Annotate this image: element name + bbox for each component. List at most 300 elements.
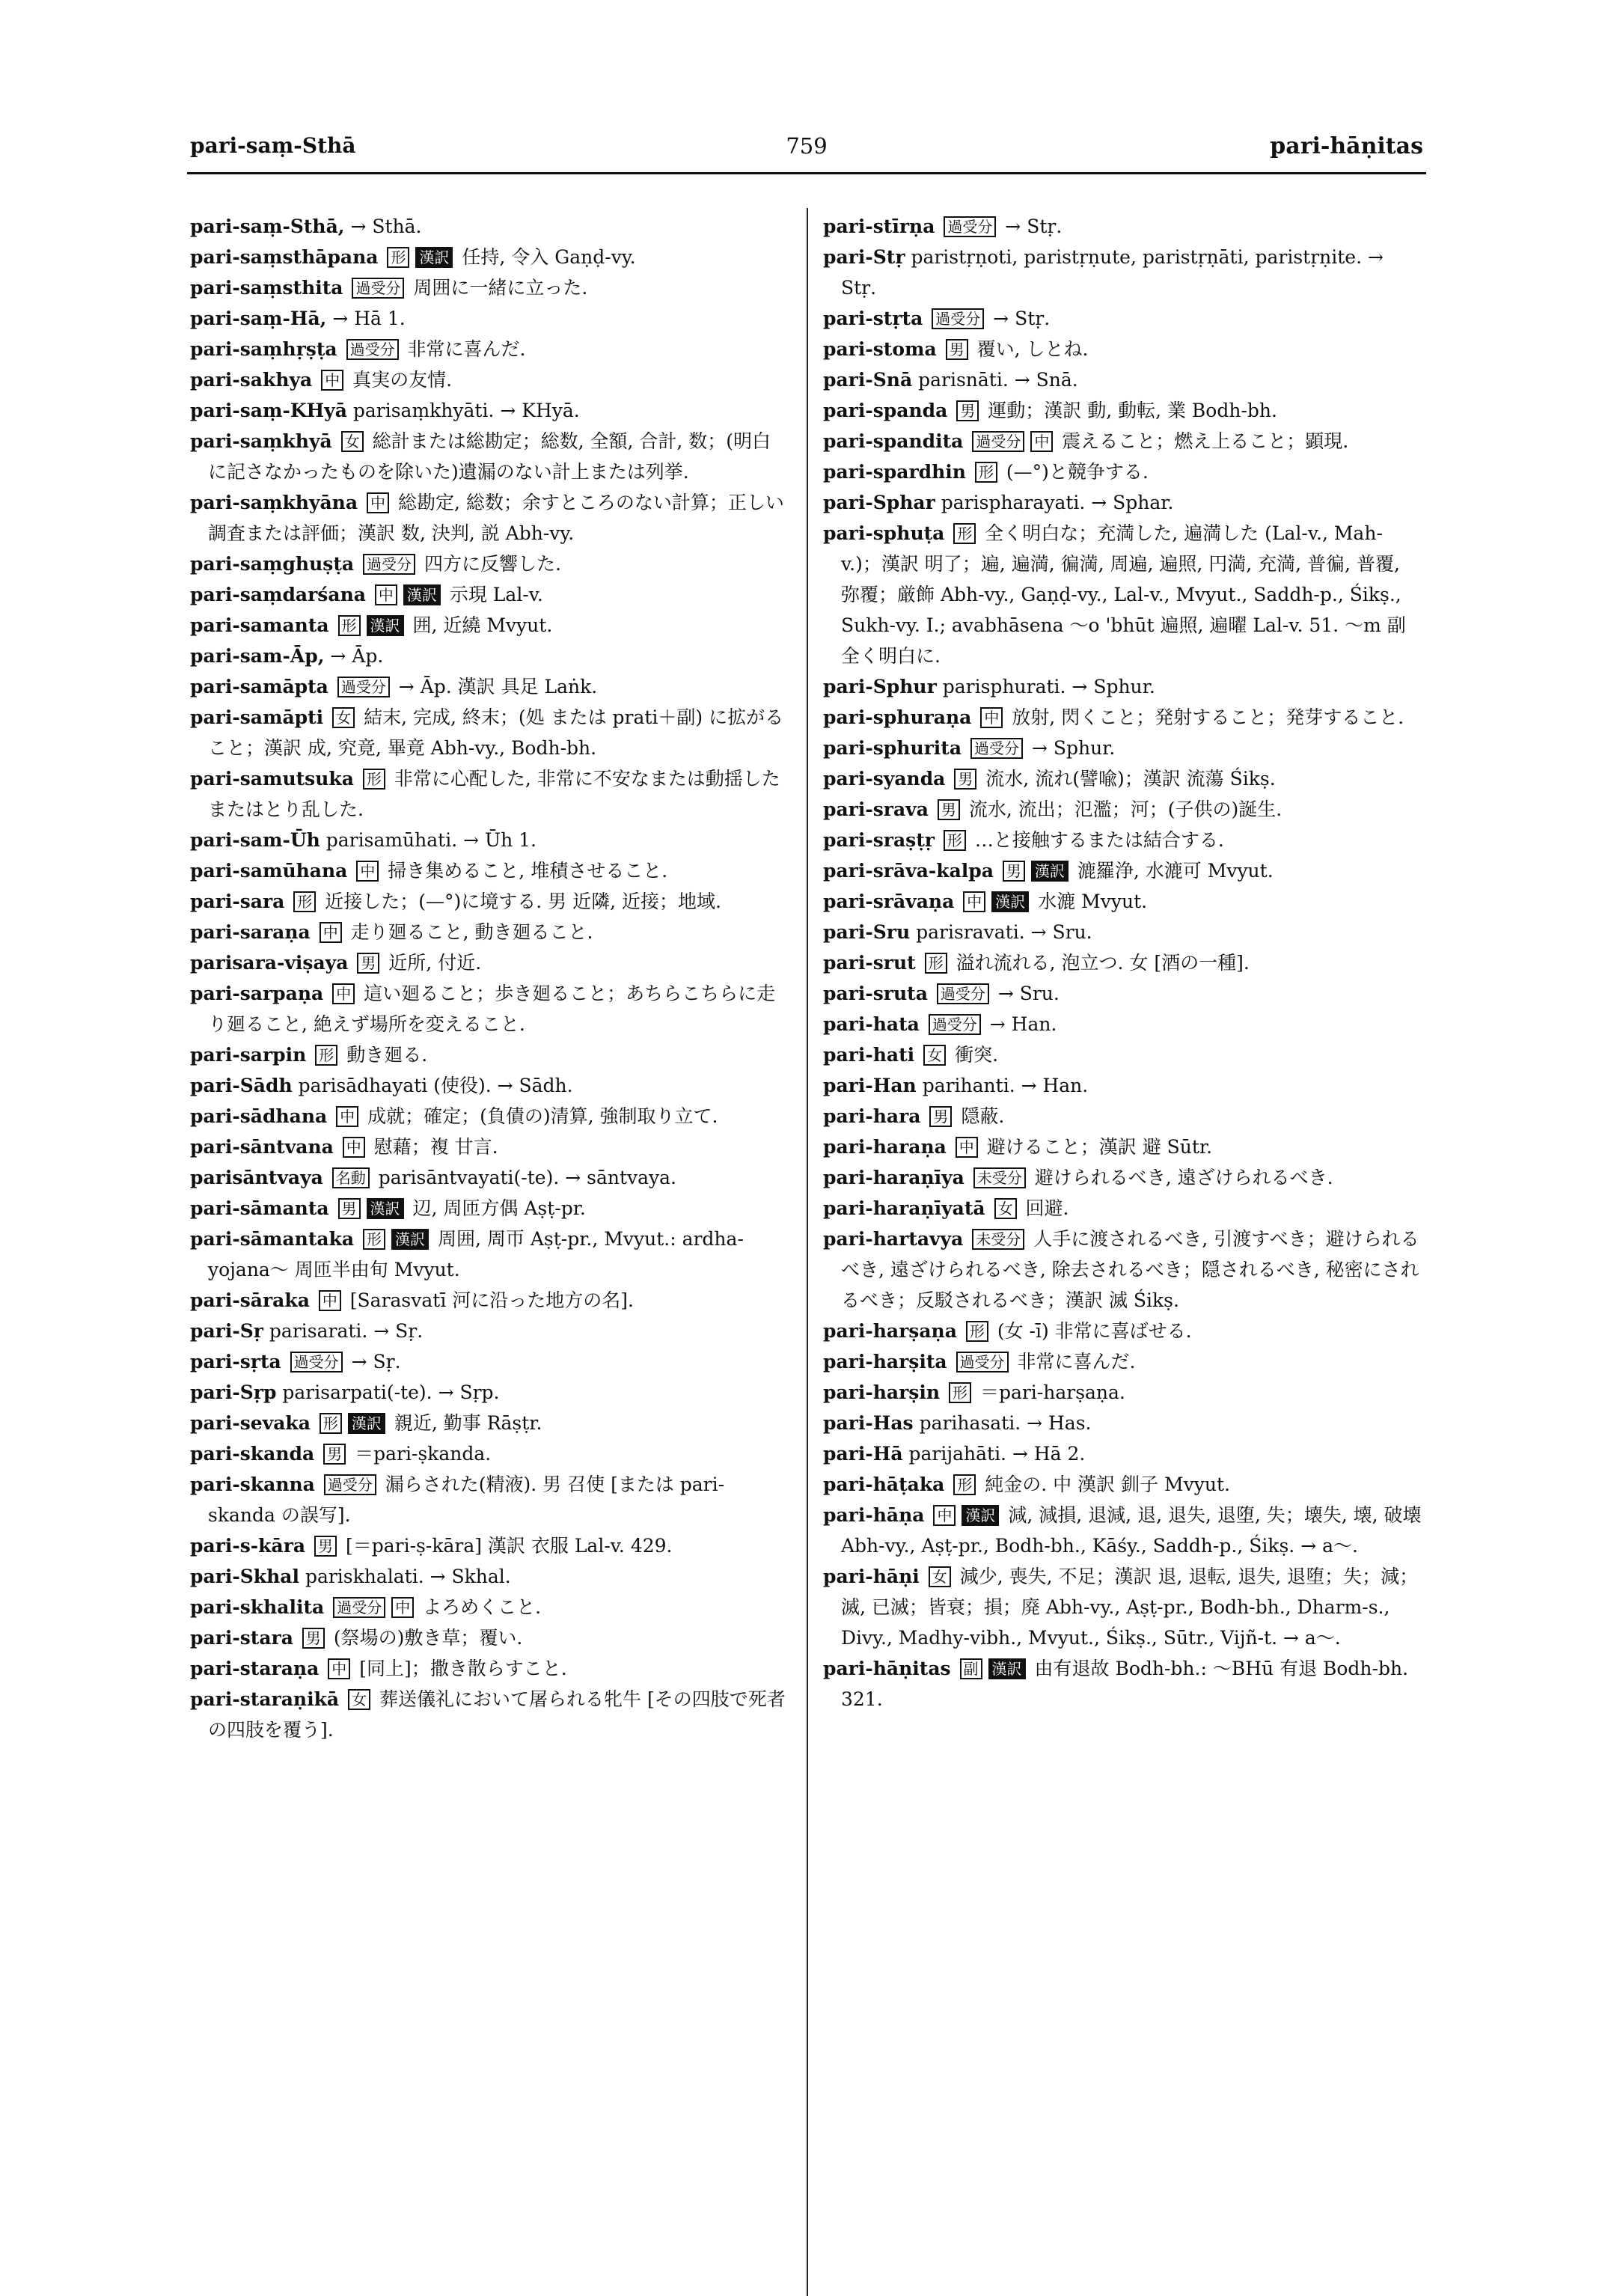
entry-definition: [＝pari-ṣ-kāra] 漢訳 衣服 Lal-v. 429. — [345, 1535, 673, 1557]
grammar-tag: 漢訳 — [1031, 861, 1069, 882]
dictionary-entry — [190, 763, 789, 825]
entry-headword: pari-Sṛp — [190, 1381, 277, 1403]
entry-headword: pari-hāṇitas — [823, 1658, 951, 1679]
entry-headword: pari-skhalita — [190, 1596, 325, 1618]
dictionary-entry — [823, 917, 1422, 947]
entry-definition: → Sthā. — [350, 216, 422, 237]
entry-headword: pari-stīrṇa — [823, 216, 935, 237]
dictionary-entry — [190, 671, 789, 702]
grammar-tag: 中 — [343, 1137, 365, 1158]
dictionary-entry — [823, 1009, 1422, 1039]
entry-definition: 周囲, 周帀 Aṣṭ-pr., Mvyut.: ardha-yojana～ 周匝半由旬 Mvyut. — [208, 1228, 744, 1280]
entry-headword: pari-saṃhṛṣṭa — [190, 338, 337, 360]
dictionary-entry — [190, 1224, 789, 1285]
entry-definition: 近接した；(—°)に境する. 男 近隣, 近接；地域. — [325, 891, 721, 912]
grammar-tag: 中 — [328, 1658, 350, 1679]
entry-headword: pari-spanda — [823, 400, 948, 421]
page-header — [190, 133, 1423, 171]
entry-headword: pari-sādhana — [190, 1105, 328, 1127]
entry-definition: parisaṃkhyāti. → KHyā. — [352, 400, 580, 421]
entry-headword: pari-haraṇīyatā — [823, 1197, 985, 1219]
dictionary-entry — [823, 426, 1422, 457]
dictionary-entry — [190, 426, 789, 487]
entry-definition: よろめくこと. — [423, 1596, 542, 1618]
grammar-tag: 過受分 — [352, 278, 404, 299]
entry-definition: → Han. — [989, 1013, 1057, 1035]
entry-headword: pari-Han — [823, 1075, 917, 1096]
entry-headword: pari-Stṛ — [823, 246, 905, 268]
entry-definition: → Stṛ. — [1005, 216, 1063, 237]
grammar-tag: 形 — [315, 1045, 337, 1066]
entry-headword: pari-harṣin — [823, 1381, 941, 1403]
dictionary-entry — [190, 1469, 789, 1530]
grammar-tag: 形 — [387, 247, 409, 268]
entry-definition: → Sru. — [997, 983, 1060, 1004]
grammar-tag: 過受分 — [324, 1474, 376, 1495]
entry-definition: 漏らされた(精液). 男 召使 [または pari-skanda の誤写]. — [208, 1474, 725, 1526]
dictionary-entry — [190, 242, 789, 272]
entry-headword: pari-Sphur — [823, 676, 937, 697]
dictionary-entry — [823, 1162, 1422, 1193]
grammar-tag: 過受分 — [932, 308, 984, 329]
grammar-tag: 過受分 — [290, 1352, 343, 1373]
dictionary-entry — [823, 671, 1422, 702]
entry-definition: 総計または総勘定；総数, 全額, 合計, 数；(明白に記さなかったものを除いた)遺漏のない計上または列挙. — [208, 430, 771, 483]
entry-definition: 震えること；燃え上ること；顕現. — [1062, 430, 1349, 452]
entry-headword: pari-Has — [823, 1412, 914, 1434]
entry-headword: pari-samutsuka — [190, 768, 354, 790]
grammar-tag: 漢訳 — [988, 1658, 1026, 1679]
entry-definition: 辺, 周匝方偶 Aṣṭ-pr. — [412, 1197, 586, 1219]
entry-headword: pari-sruta — [823, 983, 928, 1004]
grammar-tag: 過受分 — [929, 1014, 981, 1035]
dictionary-entry — [823, 1070, 1422, 1101]
grammar-tag: 男 — [946, 339, 968, 360]
entry-definition: 近所, 付近. — [388, 952, 482, 974]
grammar-tag: 過受分 — [333, 1597, 385, 1618]
dictionary-entry — [823, 487, 1422, 518]
page-number: 759 — [786, 133, 828, 159]
entry-definition: 這い廻ること；歩き廻ること；あちらこちらに走り廻ること, 絶えず場所を変えること. — [208, 983, 776, 1035]
grammar-tag: 漢訳 — [348, 1413, 385, 1434]
grammar-tag: 過受分 — [970, 738, 1023, 759]
entry-headword: pari-Hā — [823, 1443, 903, 1465]
entry-headword: pari-sāmantaka — [190, 1228, 355, 1250]
grammar-tag: 形 — [338, 615, 361, 636]
grammar-tag: 男 — [938, 799, 960, 820]
dictionary-entry — [823, 1193, 1422, 1224]
entry-headword: pari-skanna — [190, 1474, 315, 1495]
dictionary-entry — [823, 763, 1422, 794]
grammar-tag: 漢訳 — [367, 615, 404, 636]
grammar-tag: 形 — [975, 462, 997, 483]
grammar-tag: 過受分 — [944, 216, 996, 237]
entry-definition: 衝突. — [955, 1044, 999, 1066]
grammar-tag: 男 — [314, 1536, 337, 1557]
grammar-tag: 形 — [953, 523, 976, 544]
dictionary-entry — [190, 702, 789, 763]
dictionary-entry — [190, 610, 789, 641]
entry-definition: ＝pari-ṣkanda. — [355, 1443, 492, 1465]
dictionary-entry — [190, 1162, 789, 1193]
grammar-tag: 中 — [391, 1597, 414, 1618]
entry-definition: 真実の友情. — [352, 369, 453, 391]
grammar-tag: 形 — [925, 953, 947, 974]
grammar-tag: 過受分 — [363, 554, 415, 575]
grammar-tag: 中 — [1030, 431, 1053, 452]
dictionary-entry — [190, 1070, 789, 1101]
grammar-tag: 中 — [367, 492, 389, 513]
dictionary-entry — [823, 1653, 1422, 1715]
dictionary-entry — [190, 1193, 789, 1224]
dictionary-entry — [190, 1592, 789, 1622]
dictionary-entry — [190, 855, 789, 886]
dictionary-entry — [823, 457, 1422, 487]
entry-headword: pari-sam-Āp, — [190, 645, 325, 667]
grammar-tag: 女 — [332, 707, 355, 728]
entry-headword: pari-sphuṭa — [823, 522, 945, 544]
dictionary-entry — [190, 211, 789, 242]
entry-definition: pariskhalati. → Skhal. — [305, 1566, 511, 1587]
entry-headword: pari-saraṇa — [190, 921, 311, 943]
entry-headword: pari-sāmanta — [190, 1197, 329, 1219]
entry-definition: → Āp. 漢訳 具足 Laṅk. — [398, 676, 598, 697]
dictionary-entry — [190, 1285, 789, 1316]
entry-headword: pari-Sādh — [190, 1075, 293, 1096]
grammar-tag: 形 — [363, 769, 385, 790]
entry-headword: pari-haraṇīya — [823, 1167, 964, 1188]
grammar-tag: 中 — [980, 707, 1003, 728]
entry-headword: pari-hāṭaka — [823, 1474, 945, 1495]
entry-definition: parisamūhati. → Ūh 1. — [325, 829, 536, 851]
dictionary-entry — [823, 978, 1422, 1009]
dictionary-entry — [190, 1438, 789, 1469]
entry-headword: pari-sara — [190, 891, 285, 912]
dictionary-entry — [190, 334, 789, 364]
grammar-tag: 中 — [321, 370, 343, 391]
dictionary-entry — [190, 1346, 789, 1377]
entry-definition: (女 -ī) 非常に喜ばせる. — [997, 1320, 1192, 1342]
grammar-tag: 過受分 — [346, 339, 399, 360]
entry-headword: pari-saṃsthāpana — [190, 246, 379, 268]
entry-definition: (祭場の)敷き草；覆い. — [333, 1627, 523, 1649]
entry-definition: 流水, 流出；氾濫；河；(子供の)誕生. — [968, 799, 1283, 820]
entry-headword: pari-samanta — [190, 614, 329, 636]
grammar-tag: 中 — [375, 584, 397, 605]
entry-headword: pari-samāpti — [190, 706, 324, 728]
grammar-tag: 漢訳 — [403, 584, 441, 605]
entry-definition: 非常に喜んだ. — [407, 338, 526, 360]
dictionary-entry — [823, 303, 1422, 334]
entry-definition: [Sarasvatī 河に沿った地方の名]. — [349, 1289, 634, 1311]
entry-definition: → Hā 1. — [332, 308, 406, 329]
grammar-tag: 形 — [949, 1382, 971, 1403]
grammar-tag: 男 — [929, 1106, 952, 1127]
grammar-tag: 形 — [966, 1321, 988, 1342]
entry-definition: 流水, 流れ(譬喩)；漢訳 流蕩 Śikṣ. — [985, 768, 1276, 790]
grammar-tag: 漢訳 — [391, 1229, 429, 1250]
dictionary-entry — [823, 1377, 1422, 1408]
entry-headword: pari-sphuraṇa — [823, 706, 972, 728]
grammar-tag: 副 — [960, 1658, 982, 1679]
entry-definition: parispharayati. → Sphar. — [941, 492, 1174, 513]
grammar-tag: 過受分 — [337, 677, 390, 697]
entry-definition: 非常に喜んだ. — [1017, 1351, 1136, 1373]
entry-definition: parihasati. → Has. — [919, 1412, 1092, 1434]
entry-definition: 葬送儀礼において屠られる牝牛 [その四肢で死者の四肢を覆う]. — [208, 1688, 786, 1741]
entry-headword: pari-Sṛ — [190, 1320, 263, 1342]
dictionary-entry — [190, 364, 789, 395]
dictionary-entry — [190, 1622, 789, 1653]
right-column — [823, 211, 1422, 1715]
entry-definition: 水漉 Mvyut. — [1038, 891, 1148, 912]
header-rule — [187, 172, 1426, 174]
entry-headword: pari-stara — [190, 1627, 293, 1649]
entry-definition: parisnāti. → Snā. — [918, 369, 1078, 391]
entry-definition: 全く明白な；充満した, 遍満した (Lal-v., Mah-v.)；漢訳 明了；遍, 遍満, 徧満, 周遍, 遍照, 円満, 充満, 普徧, 普覆, 弥覆；厳飾 Abh-vy., Gaṇḍ-vy., Lal-v., Mvyut., Saddh-p., Śikṣ., Sukh-vy. I.; avabhāsena ～o 'bhūt 遍照, 遍曜 Lal-v. 51. ～m 副 全く明白に. — [841, 522, 1406, 667]
grammar-tag: 中 — [933, 1505, 956, 1526]
entry-headword: pari-stoma — [823, 338, 937, 360]
entry-headword: pari-saṃ-Hā, — [190, 308, 327, 329]
dictionary-entry — [823, 242, 1422, 303]
entry-definition: 避けること；漢訳 避 Sūtr. — [986, 1136, 1213, 1158]
grammar-tag: 形 — [320, 1413, 342, 1434]
dictionary-entry — [823, 947, 1422, 978]
dictionary-entry — [190, 1684, 789, 1745]
grammar-tag: 女 — [341, 431, 364, 452]
dictionary-entry — [823, 395, 1422, 426]
dictionary-entry — [190, 978, 789, 1039]
entry-definition: 人手に渡されるべき, 引渡すべき；避けられるべき, 遠ざけられるべき, 除去されるべき；隠されるべき, 秘密にされるべき；反駁されるべき；漢訳 滅 Śikṣ. — [841, 1228, 1419, 1311]
dictionary-entry — [823, 1101, 1422, 1132]
entry-headword: pari-Skhal — [190, 1566, 299, 1587]
entry-headword: pari-staraṇikā — [190, 1688, 340, 1710]
dictionary-entry — [823, 702, 1422, 733]
grammar-tag: 漢訳 — [415, 247, 453, 268]
entry-definition: 非常に心配した, 非常に不安なまたは動揺したまたはとり乱した. — [208, 768, 780, 820]
entry-headword: pari-sam-Ūh — [190, 829, 320, 851]
entry-headword: pari-samūhana — [190, 860, 348, 882]
entry-headword: pari-Sphar — [823, 492, 935, 513]
grammar-tag: 名動 — [332, 1167, 370, 1188]
entry-headword: pari-srāvaṇa — [823, 891, 955, 912]
entry-definition: [同上]；撒き散らすこと. — [359, 1658, 567, 1679]
dictionary-entry — [823, 211, 1422, 242]
entry-definition: 覆い, しとね. — [976, 338, 1089, 360]
entry-definition: 溢れ流れる, 泡立つ. 女 [酒の一種]. — [956, 952, 1250, 974]
entry-definition: 親近, 勤事 Rāṣṭr. — [394, 1412, 542, 1434]
entry-definition: parisarpati(-te). → Sṛp. — [282, 1381, 500, 1403]
entry-headword: pari-staraṇa — [190, 1658, 320, 1679]
entry-definition: 掃き集めること, 堆積させること. — [388, 860, 668, 882]
entry-headword: pari-sṛta — [190, 1351, 281, 1373]
dictionary-entry — [823, 825, 1422, 855]
entry-definition: 動き廻る. — [346, 1044, 428, 1066]
entry-definition: paristṛṇoti, paristṛṇute, paristṛṇāti, paristṛṇite. → Stṛ. — [841, 246, 1384, 299]
dictionary-entry — [823, 1561, 1422, 1653]
dictionary-entry — [190, 641, 789, 671]
dictionary-entry — [190, 1408, 789, 1438]
header-left-guideword: pari-saṃ-Sthā — [190, 133, 356, 158]
grammar-tag: 未受分 — [972, 1229, 1024, 1250]
entry-definition: …と接触するまたは結合する. — [974, 829, 1224, 851]
entry-definition: 走り廻ること, 動き廻ること. — [350, 921, 593, 943]
dictionary-entry — [823, 1316, 1422, 1346]
dictionary-entry — [823, 364, 1422, 395]
entry-definition: 減少, 喪失, 不足；漢訳 退, 退転, 退失, 退堕；失；減；滅, 已滅；皆衰；損；廃 Abh-vy., Aṣṭ-pr., Bodh-bh., Dharm-s., Divy., Madhy-vibh., Mvyut., Śikṣ., Sūtr., Vijñ-t. → a～. — [841, 1566, 1419, 1649]
grammar-tag: 男 — [357, 953, 379, 974]
dictionary-entry — [190, 886, 789, 917]
grammar-tag: 中 — [319, 1290, 341, 1311]
grammar-tag: 形 — [293, 891, 316, 912]
entry-definition: 減, 減損, 退減, 退, 退失, 退堕, 失；壊失, 壊, 破壊 Abh-vy., Aṣṭ-pr., Bodh-bh., Kāśy., Saddh-p., Śikṣ. → a～. — [841, 1504, 1422, 1557]
entry-definition: 放射, 閃くこと；発射すること；発芽すること. — [1012, 706, 1404, 728]
entry-definition: parihanti. → Han. — [922, 1075, 1089, 1096]
dictionary-entry — [823, 1500, 1422, 1561]
dictionary-entry — [823, 1039, 1422, 1070]
grammar-tag: 中 — [332, 983, 355, 1004]
dictionary-entry — [823, 1132, 1422, 1162]
entry-headword: parisara-viṣaya — [190, 952, 349, 974]
dictionary-entry — [190, 1316, 789, 1346]
dictionary-entry — [190, 1561, 789, 1592]
grammar-tag: 中 — [963, 891, 985, 912]
entry-definition: parisarati. → Sṛ. — [269, 1320, 424, 1342]
dictionary-entry — [190, 1132, 789, 1162]
grammar-tag: 形 — [944, 830, 966, 851]
dictionary-entry — [823, 1346, 1422, 1377]
dictionary-entry — [190, 303, 789, 334]
entry-headword: pari-hāṇi — [823, 1566, 920, 1587]
grammar-tag: 男 — [956, 400, 979, 421]
grammar-tag: 女 — [348, 1689, 370, 1710]
grammar-tag: 男 — [1003, 861, 1025, 882]
dictionary-entry — [190, 549, 789, 579]
entry-definition: 由有退故 Bodh-bh.: ～BHū 有退 Bodh-bh. 321. — [841, 1658, 1409, 1710]
dictionary-entry — [823, 518, 1422, 671]
grammar-tag: 漢訳 — [962, 1505, 999, 1526]
entry-definition: (—°)と競争する. — [1006, 461, 1149, 483]
entry-headword: pari-hati — [823, 1044, 915, 1066]
dictionary-entry — [823, 1469, 1422, 1500]
entry-definition: 総勘定, 総数；余すところのない計算；正しい調査または評価；漢訳 数, 決判, 説 Abh-vy. — [208, 492, 784, 544]
header-right-guideword: pari-hāṇitas — [1270, 133, 1423, 159]
entry-definition: 四方に反響した. — [424, 553, 561, 575]
entry-headword: pari-saṃ-KHyā — [190, 400, 347, 421]
entry-headword: parisāntvaya — [190, 1167, 323, 1188]
entry-definition: 純金の. 中 漢訳 釧子 Mvyut. — [985, 1474, 1230, 1495]
entry-headword: pari-saṃghuṣṭa — [190, 553, 355, 575]
entry-definition: 任持, 令入 Gaṇḍ-vy. — [462, 246, 636, 268]
entry-headword: pari-saṃkhyā — [190, 430, 332, 452]
entry-headword: pari-s-kāra — [190, 1535, 306, 1557]
entry-definition: 成就；確定；(負債の)清算, 強制取り立て. — [367, 1105, 718, 1127]
entry-definition: 隠蔽. — [961, 1105, 1005, 1127]
entry-definition: 避けられるべき, 遠ざけられるべき. — [1034, 1167, 1333, 1188]
entry-definition: → Stṛ. — [993, 308, 1051, 329]
entry-headword: pari-srava — [823, 799, 929, 820]
entry-definition: ＝pari-harṣaṇa. — [979, 1381, 1125, 1403]
dictionary-entry — [823, 733, 1422, 763]
entry-headword: pari-srut — [823, 952, 916, 974]
entry-headword: pari-hara — [823, 1105, 921, 1127]
dictionary-entry — [190, 825, 789, 855]
entry-headword: pari-saṃsthita — [190, 277, 343, 299]
grammar-tag: 男 — [954, 769, 976, 790]
entry-headword: pari-hartavya — [823, 1228, 964, 1250]
grammar-tag: 女 — [994, 1198, 1017, 1219]
entry-definition: 囲, 近繞 Mvyut. — [412, 614, 553, 636]
entry-headword: pari-harṣaṇa — [823, 1320, 957, 1342]
entry-definition: 結末, 完成, 終末；(処 または prati＋副) に拡がること；漢訳 成, 究竟, 畢竟 Abh-vy., Bodh-bh. — [208, 706, 784, 759]
entry-headword: pari-sāraka — [190, 1289, 310, 1311]
grammar-tag: 過受分 — [972, 431, 1024, 452]
entry-headword: pari-saṃdarśana — [190, 584, 366, 605]
grammar-tag: 女 — [923, 1045, 946, 1066]
entry-definition: 周囲に一緒に立った. — [413, 277, 588, 299]
grammar-tag: 男 — [323, 1444, 346, 1465]
entry-definition: parisādhayati (使役). → Sādh. — [298, 1075, 573, 1096]
entry-definition: 回避. — [1025, 1197, 1069, 1219]
dictionary-entry — [190, 1101, 789, 1132]
grammar-tag: 中 — [956, 1137, 978, 1158]
grammar-tag: 過受分 — [937, 983, 989, 1004]
dictionary-entry — [823, 1438, 1422, 1469]
grammar-tag: 男 — [302, 1628, 325, 1649]
entry-definition: 慰藉；複 甘言. — [373, 1136, 498, 1158]
grammar-tag: 形 — [363, 1229, 385, 1250]
entry-definition: parisāntvayati(-te). → sāntvaya. — [378, 1167, 677, 1188]
dictionary-entry — [190, 579, 789, 610]
entry-definition: → Sphur. — [1031, 737, 1116, 759]
grammar-tag: 男 — [338, 1198, 361, 1219]
entry-definition: 漉羅浄, 水漉可 Mvyut. — [1077, 860, 1274, 882]
dictionary-entry — [190, 1039, 789, 1070]
entry-headword: pari-syanda — [823, 768, 946, 790]
entry-headword: pari-sevaka — [190, 1412, 311, 1434]
entry-headword: pari-srāva-kalpa — [823, 860, 994, 882]
dictionary-entry — [190, 395, 789, 426]
entry-headword: pari-sarpaṇa — [190, 983, 324, 1004]
dictionary-entry — [190, 917, 789, 947]
entry-headword: pari-sāntvana — [190, 1136, 334, 1158]
entry-headword: pari-haraṇa — [823, 1136, 947, 1158]
grammar-tag: 中 — [336, 1106, 358, 1127]
entry-headword: pari-hāṇa — [823, 1504, 925, 1526]
entry-definition: 示現 Lal-v. — [449, 584, 543, 605]
grammar-tag: 未受分 — [973, 1167, 1026, 1188]
dictionary-entry — [190, 487, 789, 549]
entry-headword: pari-skanda — [190, 1443, 315, 1465]
entry-definition: parijahāti. → Hā 2. — [908, 1443, 1086, 1465]
grammar-tag: 漢訳 — [991, 891, 1029, 912]
dictionary-entry — [823, 886, 1422, 917]
dictionary-entry — [190, 272, 789, 303]
grammar-tag: 過受分 — [956, 1352, 1009, 1373]
grammar-tag: 形 — [953, 1474, 976, 1495]
dictionary-entry — [823, 855, 1422, 886]
dictionary-entry — [823, 334, 1422, 364]
column-divider — [807, 208, 808, 2296]
entry-definition: → Sṛ. — [351, 1351, 401, 1373]
entry-headword: pari-saṃkhyāna — [190, 492, 358, 513]
entry-definition: parisphurati. → Sphur. — [942, 676, 1155, 697]
entry-headword: pari-sraṣṭṛ — [823, 829, 935, 851]
entry-headword: pari-samāpta — [190, 676, 328, 697]
entry-definition: 運動；漢訳 動, 動転, 業 Bodh-bh. — [988, 400, 1277, 421]
grammar-tag: 女 — [929, 1566, 951, 1587]
entry-definition: parisravati. → Sru. — [916, 921, 1092, 943]
